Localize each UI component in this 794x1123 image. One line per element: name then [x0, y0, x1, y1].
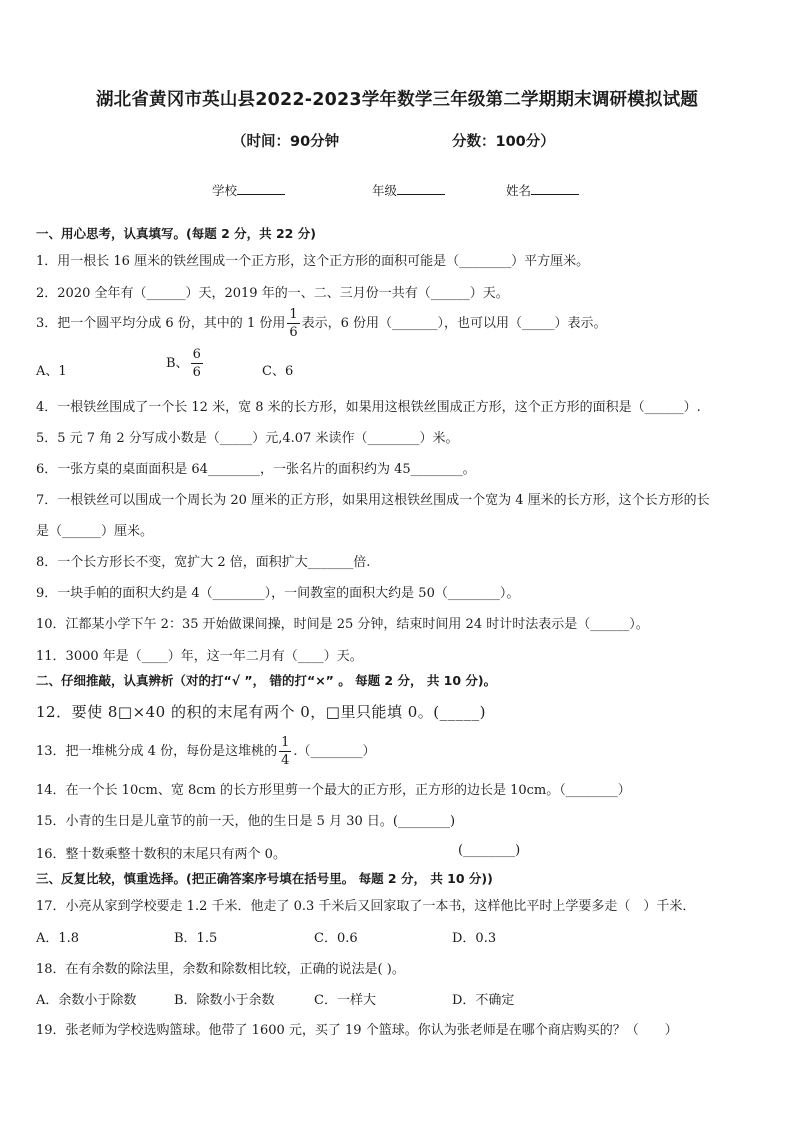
fraction-denominator: 6	[192, 365, 201, 380]
question-12: 12．要使 8□×40 的积的末尾有两个 0，□里只能填 0。(_____)	[36, 703, 486, 721]
grade-field	[372, 181, 445, 199]
section-3-heading: 三、反复比较，慎重选择。(把正确答案序号填在括号里。 每题 2 分， 共 10 分))	[36, 871, 493, 886]
question-4: 4．一根铁丝围成了一个长 12 米，宽 8 米的长方形，如果用这根铁丝围成正方形，这个正方形的面积是（______）.	[36, 400, 701, 415]
question-6: 6．一张方桌的桌面面积是 64________，一张名片的面积约为 45________。	[36, 462, 476, 477]
question-16-answer-blank: (________)	[458, 843, 521, 858]
school-blank[interactable]	[237, 182, 285, 195]
question-13-text-b: .（________）	[293, 744, 376, 759]
question-5: 5．5 元 7 角 2 分写成小数是（_____）元,4.07 米读作（________）米。	[36, 431, 459, 446]
question-16: 16．整十数乘整十数积的末尾只有两个 0。	[36, 847, 286, 862]
fraction-numerator: 1	[281, 735, 290, 750]
question-18: 18．在有余数的除法里，余数和除数相比较，正确的说法是( )。	[36, 962, 405, 977]
school-field	[212, 181, 285, 199]
name-blank[interactable]	[531, 182, 579, 195]
grade-blank[interactable]	[397, 182, 445, 195]
name-label: 姓名	[506, 183, 532, 198]
q3-option-c: C、6	[262, 364, 294, 379]
question-3-text-b: 表示，6 份用（_______），也可以用（_____）表示。	[301, 316, 607, 331]
q18-option-c: C．一样大	[314, 993, 376, 1008]
page-title: 湖北省黄冈市英山县2022-2023学年数学三年级第二学期期末调研模拟试题	[95, 90, 699, 110]
question-15: 15．小青的生日是儿童节的前一天，他的生日是 5 月 30 日。(________)	[36, 814, 456, 829]
question-19: 19．张老师为学校选购篮球。他带了 1600 元，买了 19 个篮球。你认为张老师是在哪个商店购买的？（ ）	[36, 1023, 678, 1038]
question-17: 17．小亮从家到学校要走 1.2 千米．他走了 0.3 千米后又回家取了一本书，这样他比平时上学要多走（ ）千米．	[36, 899, 696, 914]
exam-time: （时间：90分钟	[232, 134, 340, 150]
question-9: 9．一块手帕的面积大约是 4（________），一间教室的面积大约是 50（________）。	[36, 586, 520, 601]
fraction-six-sixths	[191, 348, 203, 379]
grade-label: 年级	[372, 183, 398, 198]
q3-option-a: A、1	[36, 364, 67, 379]
section-2-heading: 二、仔细推敲，认真辨析（对的打“√ ”， 错的打“×” 。 每题 2 分， 共 10 分)。	[36, 673, 497, 688]
q17-option-c: C．0.6	[314, 931, 358, 946]
question-13	[36, 736, 376, 767]
section-1-heading: 一、用心思考，认真填写。(每题 2 分，共 22 分)	[36, 226, 316, 241]
fraction-denominator: 6	[289, 325, 298, 340]
q17-option-d: D．0.3	[452, 931, 497, 946]
question-8: 8．一个长方形长不变，宽扩大 2 倍，面积扩大_______倍.	[36, 555, 371, 570]
q18-option-a: A．余数小于除数	[36, 993, 137, 1008]
question-10: 10．江都某小学下午 2：35 开始做课间操，时间是 25 分钟，结束时间用 24 时计时法表示是（______）。	[36, 617, 649, 632]
question-7-line-2: 是（______）厘米。	[36, 524, 154, 539]
question-3	[36, 308, 607, 339]
q18-option-d: D．不确定	[452, 993, 515, 1008]
name-field	[506, 181, 579, 199]
question-1: 1．用一根长 16 厘米的铁丝围成一个正方形，这个正方形的面积可能是（________）平方厘米。	[36, 254, 590, 269]
exam-score: 分数：100分）	[452, 134, 555, 150]
q3-option-b-label: B、	[166, 356, 189, 371]
fraction-denominator: 4	[281, 753, 290, 768]
school-label: 学校	[212, 183, 238, 198]
question-2: 2．2020 全年有（______）天，2019 年的一、二、三月份一共有（______）天。	[36, 286, 509, 301]
q17-option-a: A．1.8	[36, 931, 80, 946]
question-13-text-a: 13．把一堆桃分成 4 份，每份是这堆桃的	[36, 744, 278, 759]
q3-option-b	[166, 348, 205, 379]
question-14: 14．在一个长 10cm、宽 8cm 的长方形里剪一个最大的正方形，正方形的边长是 10cm。（________）	[36, 783, 631, 798]
question-11: 11．3000 年是（____）年，这一年二月有（____）天。	[36, 649, 363, 664]
fraction-numerator: 1	[289, 307, 298, 322]
q17-option-b: B．1.5	[174, 931, 218, 946]
fraction-numerator: 6	[192, 347, 201, 362]
fraction-one-sixth	[287, 308, 299, 339]
question-3-text-a: 3．把一个圆平均分成 6 份，其中的 1 份用	[36, 316, 286, 331]
fraction-one-quarter	[279, 736, 291, 767]
question-7-line-1: 7．一根铁丝可以围成一个周长为 20 厘米的正方形，如果用这根铁丝围成一个宽为 4 厘米的长方形，这个长方形的长	[36, 493, 710, 508]
q18-option-b: B．除数小于余数	[174, 993, 275, 1008]
